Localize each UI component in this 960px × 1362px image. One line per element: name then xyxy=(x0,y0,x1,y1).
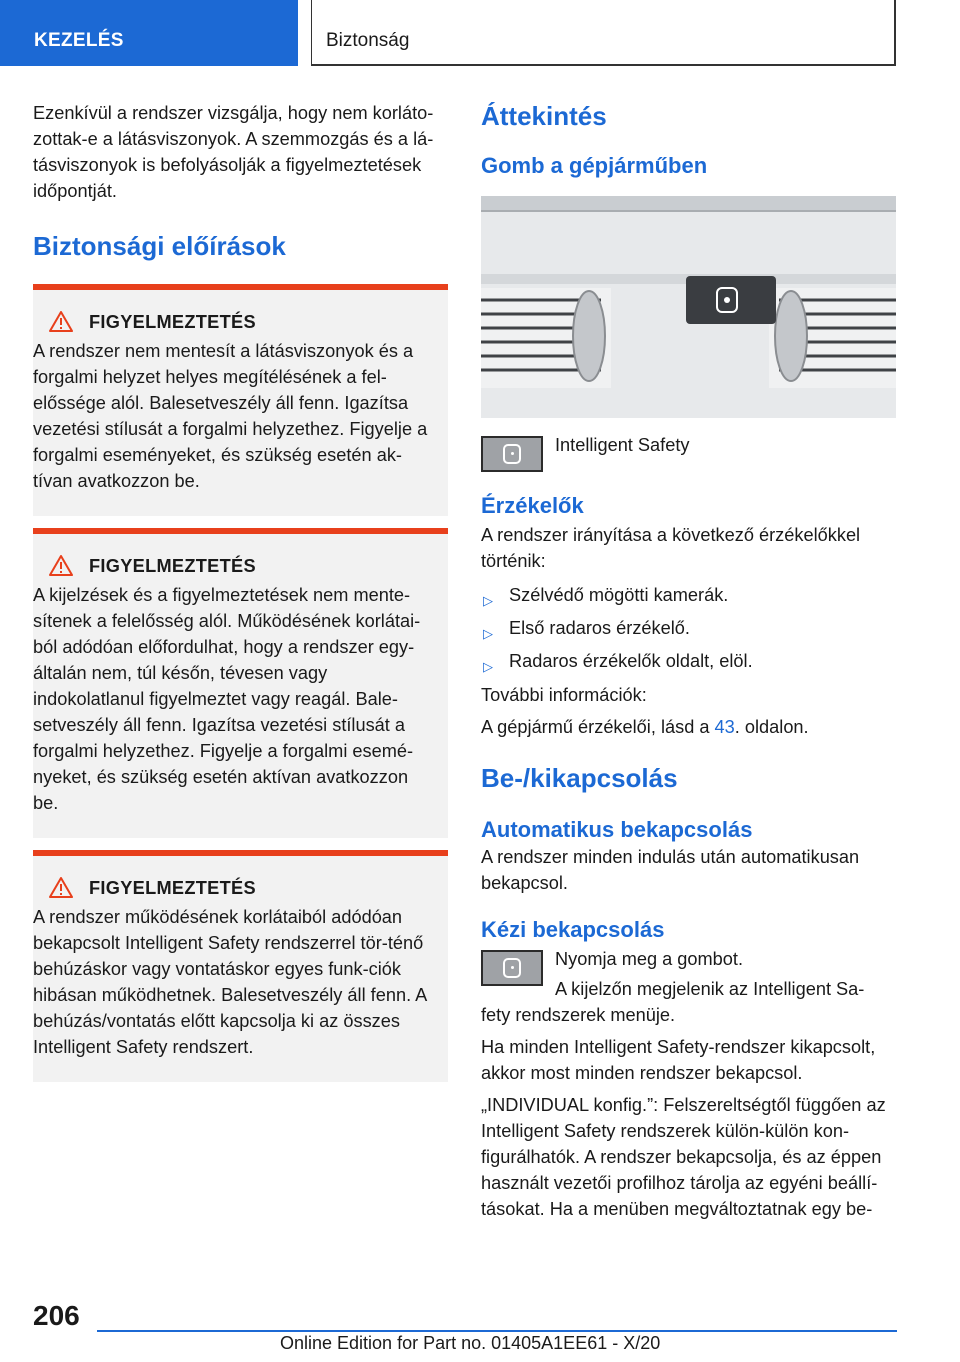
sensor-list xyxy=(481,582,896,674)
warning-box-3 xyxy=(33,850,448,1082)
right-column xyxy=(481,100,896,1232)
footer-divider xyxy=(97,1330,897,1332)
page-number: 206 xyxy=(33,1300,80,1331)
edition-text: Online Edition for Part no. 01405A1EE61 - X/20 xyxy=(280,1333,661,1353)
warning-text: A rendszer nem mentesít a látásviszonyok és a forgalmi helyzet helyes megítélésének a fel-előssége alól. Balesetveszély áll fenn. Igazítsa vezetési stílusát a forgalmi helyzethez. Figyelje a forgalmi eseményeket, és szükség esetén ak-tívan avatkozzon be. xyxy=(33,341,428,491)
page-header xyxy=(0,0,960,66)
warning-text: A rendszer működésének korlátaiból adódóan bekapcsolt Intelligent Safety rendszerrel tör-ténő behúzáskor vagy vontatáskor egyes funk-ciók hibásan működhetnek. Balesetveszély áll fenn. A behúzás/vontatás előtt kapcsolja ki az összes Intelligent Safety rendszert. xyxy=(33,907,427,1057)
page-link[interactable]: 43 xyxy=(714,717,735,737)
list-item: ▷ Szélvédő mögötti kamerák. xyxy=(481,582,896,608)
sensor-reference: A gépjármű érzékelői, lásd a 43. oldalon. xyxy=(481,717,809,737)
dashboard-button-photo xyxy=(481,196,896,418)
warning-header xyxy=(33,876,436,900)
warning-triangle-icon xyxy=(49,554,73,578)
manual-heading: Kézi bekapcsolás xyxy=(481,917,665,942)
warning-text: A kijelzések és a figyelmeztetések nem mente-sítenek a felelősség alól. Működésének korlátai-ból adódóan előfordulhat, hogy a rendszer egy-általán nem, túl későn, tévesen vagy indokolatlanul figyelmeztet vagy reagál. Bale-setveszély áll fenn. Igazítsa vezetési stílusát a forgalmi helyzethez. Figyelje a forgalmi esemé-nyeket, és szükség esetén aktívan avatkozzon be. xyxy=(33,585,421,813)
warning-title: FIGYELMEZTETÉS xyxy=(89,311,256,332)
warning-box-1 xyxy=(33,284,448,516)
button-caption: Intelligent Safety xyxy=(555,435,690,455)
sensors-intro: A rendszer irányítása a következő érzékelőkkel történik: xyxy=(481,525,861,571)
manual-step-2-start: A kijelzőn megjelenik az Intelligent Sa- xyxy=(555,979,865,999)
warning-triangle-icon xyxy=(49,876,73,900)
list-item: ▷ Első radaros érzékelő. xyxy=(481,615,896,641)
overview-heading: Áttekintés xyxy=(481,101,607,131)
left-column xyxy=(33,100,448,1082)
section-tab: KEZELÉS xyxy=(0,0,298,66)
intelligent-safety-button-icon xyxy=(481,436,543,472)
intelligent-safety-button-icon xyxy=(481,950,543,986)
warning-header xyxy=(33,554,436,578)
sensors-heading: Érzékelők xyxy=(481,493,584,518)
bullet-triangle-icon: ▷ xyxy=(483,626,493,641)
safety-heading: Biztonsági előírások xyxy=(33,231,286,261)
manual-step-block xyxy=(481,950,896,1002)
dashboard-illustration xyxy=(481,196,896,418)
manual-step-2-end: fety rendszerek menüje. xyxy=(481,1005,676,1025)
warning-title: FIGYELMEZTETÉS xyxy=(89,877,256,898)
manual-paragraph-2: „INDIVIDUAL konfig.”: Felszereltségtől függően az Intelligent Safety rendszerek külön-külön kon-figurálhatók. A rendszer bekapcsolja, és az éppen használt vezetői profilhoz tárolja az egyéni beállí-tásokat. Ha a menüben megváltoztatnak egy be- xyxy=(481,1095,886,1219)
chapter-title: Biztonság xyxy=(311,0,896,66)
button-heading: Gomb a gépjárműben xyxy=(481,153,708,178)
button-legend xyxy=(481,436,896,472)
bullet-triangle-icon: ▷ xyxy=(483,659,493,674)
intro-paragraph: Ezenkívül a rendszer vizsgálja, hogy nem korláto-zottak-e a látásviszonyok. A szemmozgás és a lá-tásviszonyok is befolyásolják a figyelmeztetések időpontját. xyxy=(33,103,434,201)
warning-header xyxy=(33,310,436,334)
more-info-label: További információk: xyxy=(481,685,647,705)
warning-title: FIGYELMEZTETÉS xyxy=(89,555,256,576)
warning-triangle-icon xyxy=(49,310,73,334)
onoff-heading: Be-/kikapcsolás xyxy=(481,763,678,793)
auto-heading: Automatikus bekapcsolás xyxy=(481,817,753,842)
manual-step-1: Nyomja meg a gombot. xyxy=(555,949,744,969)
bullet-triangle-icon: ▷ xyxy=(483,593,493,608)
manual-paragraph-1: Ha minden Intelligent Safety-rendszer kikapcsolt, akkor most minden rendszer bekapcsol. xyxy=(481,1037,876,1083)
list-item: ▷ Radaros érzékelők oldalt, elöl. xyxy=(481,648,896,674)
warning-box-2 xyxy=(33,528,448,838)
auto-text: A rendszer minden indulás után automatikusan bekapcsol. xyxy=(481,847,860,893)
